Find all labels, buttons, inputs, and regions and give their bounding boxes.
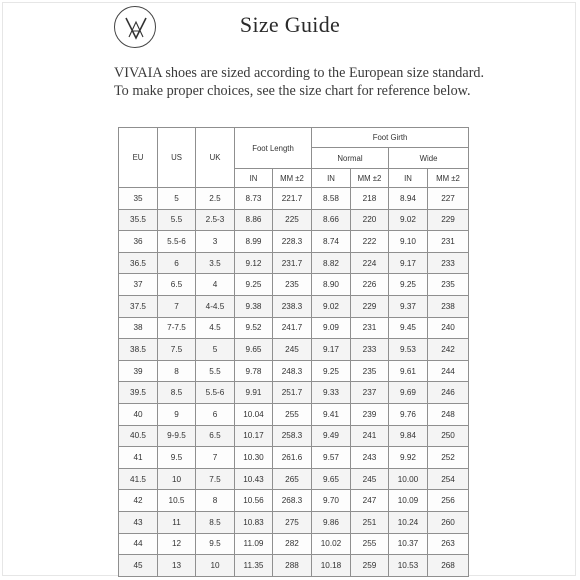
cell-wide-mm: 260 [428,511,469,533]
cell-wide-in: 9.37 [389,295,428,317]
cell-us: 5.5-6 [158,231,196,253]
cell-us: 9-9.5 [158,425,196,447]
cell-length-in: 9.78 [235,360,273,382]
header-uk: UK [196,128,235,188]
size-chart-body [119,188,469,577]
cell-wide-in: 9.25 [389,274,428,296]
cell-eu: 42 [119,490,158,512]
cell-eu: 36 [119,231,158,253]
cell-normal-in: 10.18 [312,555,351,577]
cell-normal-mm: 251 [351,511,389,533]
cell-wide-mm: 246 [428,382,469,404]
cell-length-mm: 251.7 [273,382,312,404]
table-row [119,209,469,231]
cell-wide-mm: 235 [428,274,469,296]
cell-normal-in: 9.09 [312,317,351,339]
cell-length-mm: 255 [273,403,312,425]
cell-normal-mm: 233 [351,339,389,361]
cell-us: 7 [158,295,196,317]
cell-length-in: 11.35 [235,555,273,577]
cell-eu: 39.5 [119,382,158,404]
cell-uk: 4.5 [196,317,235,339]
cell-eu: 40 [119,403,158,425]
cell-length-mm: 282 [273,533,312,555]
cell-length-in: 10.83 [235,511,273,533]
intro-line-1: VIVAIA shoes are sized according to the European size standard. [114,65,485,81]
cell-wide-in: 9.69 [389,382,428,404]
cell-normal-mm: 245 [351,468,389,490]
cell-length-mm: 288 [273,555,312,577]
cell-length-in: 9.38 [235,295,273,317]
cell-length-mm: 265 [273,468,312,490]
table-row [119,339,469,361]
cell-us: 12 [158,533,196,555]
table-row [119,490,469,512]
cell-normal-in: 9.49 [312,425,351,447]
header-normal-in: IN [312,169,351,188]
cell-wide-in: 10.00 [389,468,428,490]
cell-uk: 3 [196,231,235,253]
header-normal-mm: MM ±2 [351,169,389,188]
cell-length-in: 9.52 [235,317,273,339]
cell-wide-in: 8.94 [389,188,428,210]
cell-uk: 4-4.5 [196,295,235,317]
table-row [119,403,469,425]
table-row [119,274,469,296]
cell-length-in: 10.17 [235,425,273,447]
cell-wide-in: 10.09 [389,490,428,512]
cell-us: 6.5 [158,274,196,296]
cell-normal-in: 10.02 [312,533,351,555]
cell-normal-in: 9.70 [312,490,351,512]
cell-length-mm: 221.7 [273,188,312,210]
cell-eu: 38 [119,317,158,339]
cell-wide-mm: 238 [428,295,469,317]
cell-us: 10.5 [158,490,196,512]
cell-normal-mm: 220 [351,209,389,231]
cell-length-in: 9.25 [235,274,273,296]
cell-wide-mm: 263 [428,533,469,555]
cell-wide-in: 9.76 [389,403,428,425]
table-row [119,447,469,469]
header-us: US [158,128,196,188]
header-wide: Wide [389,148,469,169]
cell-normal-mm: 231 [351,317,389,339]
cell-length-in: 10.56 [235,490,273,512]
cell-eu: 45 [119,555,158,577]
cell-us: 7.5 [158,339,196,361]
cell-us: 9 [158,403,196,425]
cell-wide-in: 9.10 [389,231,428,253]
cell-us: 7-7.5 [158,317,196,339]
cell-wide-in: 9.02 [389,209,428,231]
cell-wide-in: 9.84 [389,425,428,447]
cell-eu: 35.5 [119,209,158,231]
cell-uk: 6.5 [196,425,235,447]
cell-length-mm: 231.7 [273,252,312,274]
cell-normal-in: 9.25 [312,360,351,382]
cell-length-mm: 248.3 [273,360,312,382]
cell-uk: 2.5-3 [196,209,235,231]
cell-normal-in: 8.90 [312,274,351,296]
table-row [119,533,469,555]
cell-wide-mm: 248 [428,403,469,425]
cell-us: 5.5 [158,209,196,231]
cell-uk: 5.5-6 [196,382,235,404]
cell-length-in: 8.99 [235,231,273,253]
cell-normal-mm: 237 [351,382,389,404]
cell-us: 5 [158,188,196,210]
cell-length-in: 8.73 [235,188,273,210]
cell-us: 9.5 [158,447,196,469]
cell-normal-in: 9.86 [312,511,351,533]
cell-wide-mm: 244 [428,360,469,382]
cell-length-in: 11.09 [235,533,273,555]
cell-uk: 6 [196,403,235,425]
cell-uk: 8 [196,490,235,512]
cell-uk: 5.5 [196,360,235,382]
cell-uk: 7.5 [196,468,235,490]
table-row [119,252,469,274]
header-foot-length: Foot Length [235,128,312,169]
cell-wide-in: 10.24 [389,511,428,533]
table-row [119,382,469,404]
header-foot-girth: Foot Girth [312,128,469,148]
cell-wide-mm: 231 [428,231,469,253]
cell-wide-mm: 242 [428,339,469,361]
header-length-mm: MM ±2 [273,169,312,188]
cell-eu: 37 [119,274,158,296]
cell-length-mm: 238.3 [273,295,312,317]
intro-text [114,64,494,100]
cell-length-mm: 235 [273,274,312,296]
cell-us: 13 [158,555,196,577]
cell-wide-in: 10.53 [389,555,428,577]
table-row [119,317,469,339]
cell-normal-in: 9.17 [312,339,351,361]
cell-us: 10 [158,468,196,490]
cell-eu: 35 [119,188,158,210]
cell-normal-mm: 259 [351,555,389,577]
table-row [119,295,469,317]
cell-wide-in: 10.37 [389,533,428,555]
cell-eu: 37.5 [119,295,158,317]
cell-wide-in: 9.92 [389,447,428,469]
table-row [119,188,469,210]
cell-normal-mm: 235 [351,360,389,382]
table-row [119,468,469,490]
cell-normal-mm: 243 [351,447,389,469]
cell-wide-mm: 250 [428,425,469,447]
cell-eu: 40.5 [119,425,158,447]
cell-length-mm: 268.3 [273,490,312,512]
cell-normal-mm: 226 [351,274,389,296]
cell-eu: 44 [119,533,158,555]
cell-uk: 8.5 [196,511,235,533]
cell-normal-in: 9.02 [312,295,351,317]
cell-wide-mm: 240 [428,317,469,339]
cell-uk: 2.5 [196,188,235,210]
table-row [119,231,469,253]
header-wide-in: IN [389,169,428,188]
cell-length-mm: 225 [273,209,312,231]
cell-wide-mm: 229 [428,209,469,231]
header-wide-mm: MM ±2 [428,169,469,188]
cell-normal-mm: 247 [351,490,389,512]
cell-wide-mm: 233 [428,252,469,274]
cell-wide-mm: 268 [428,555,469,577]
cell-length-mm: 275 [273,511,312,533]
cell-normal-in: 8.58 [312,188,351,210]
header-eu: EU [119,128,158,188]
cell-wide-in: 9.53 [389,339,428,361]
cell-eu: 43 [119,511,158,533]
cell-normal-in: 9.65 [312,468,351,490]
cell-normal-in: 9.33 [312,382,351,404]
cell-uk: 10 [196,555,235,577]
cell-length-mm: 241.7 [273,317,312,339]
cell-wide-mm: 254 [428,468,469,490]
cell-normal-in: 9.41 [312,403,351,425]
table-row [119,360,469,382]
cell-wide-mm: 252 [428,447,469,469]
cell-normal-in: 8.82 [312,252,351,274]
cell-normal-mm: 241 [351,425,389,447]
table-row [119,511,469,533]
cell-eu: 39 [119,360,158,382]
cell-normal-mm: 224 [351,252,389,274]
cell-us: 6 [158,252,196,274]
cell-length-mm: 228.3 [273,231,312,253]
cell-length-in: 9.12 [235,252,273,274]
cell-normal-mm: 229 [351,295,389,317]
page-title: Size Guide [239,12,341,37]
cell-eu: 38.5 [119,339,158,361]
cell-length-mm: 261.6 [273,447,312,469]
cell-normal-mm: 222 [351,231,389,253]
cell-wide-in: 9.17 [389,252,428,274]
cell-length-mm: 258.3 [273,425,312,447]
cell-uk: 5 [196,339,235,361]
cell-us: 11 [158,511,196,533]
cell-length-in: 10.30 [235,447,273,469]
cell-wide-mm: 256 [428,490,469,512]
cell-wide-mm: 227 [428,188,469,210]
cell-length-in: 8.86 [235,209,273,231]
size-chart-table [118,127,469,577]
header-length-in: IN [235,169,273,188]
cell-uk: 3.5 [196,252,235,274]
cell-normal-in: 8.66 [312,209,351,231]
cell-length-in: 10.04 [235,403,273,425]
cell-length-mm: 245 [273,339,312,361]
table-row [119,425,469,447]
cell-normal-mm: 239 [351,403,389,425]
cell-eu: 41 [119,447,158,469]
cell-uk: 7 [196,447,235,469]
cell-length-in: 9.91 [235,382,273,404]
cell-us: 8.5 [158,382,196,404]
cell-us: 8 [158,360,196,382]
header-normal: Normal [312,148,389,169]
cell-normal-mm: 218 [351,188,389,210]
cell-length-in: 9.65 [235,339,273,361]
cell-uk: 4 [196,274,235,296]
cell-uk: 9.5 [196,533,235,555]
cell-wide-in: 9.45 [389,317,428,339]
cell-eu: 41.5 [119,468,158,490]
cell-eu: 36.5 [119,252,158,274]
cell-normal-in: 8.74 [312,231,351,253]
cell-length-in: 10.43 [235,468,273,490]
cell-normal-in: 9.57 [312,447,351,469]
table-row [119,555,469,577]
cell-normal-mm: 255 [351,533,389,555]
cell-wide-in: 9.61 [389,360,428,382]
intro-line-2: To make proper choices, see the size chart for reference below. [114,83,471,99]
